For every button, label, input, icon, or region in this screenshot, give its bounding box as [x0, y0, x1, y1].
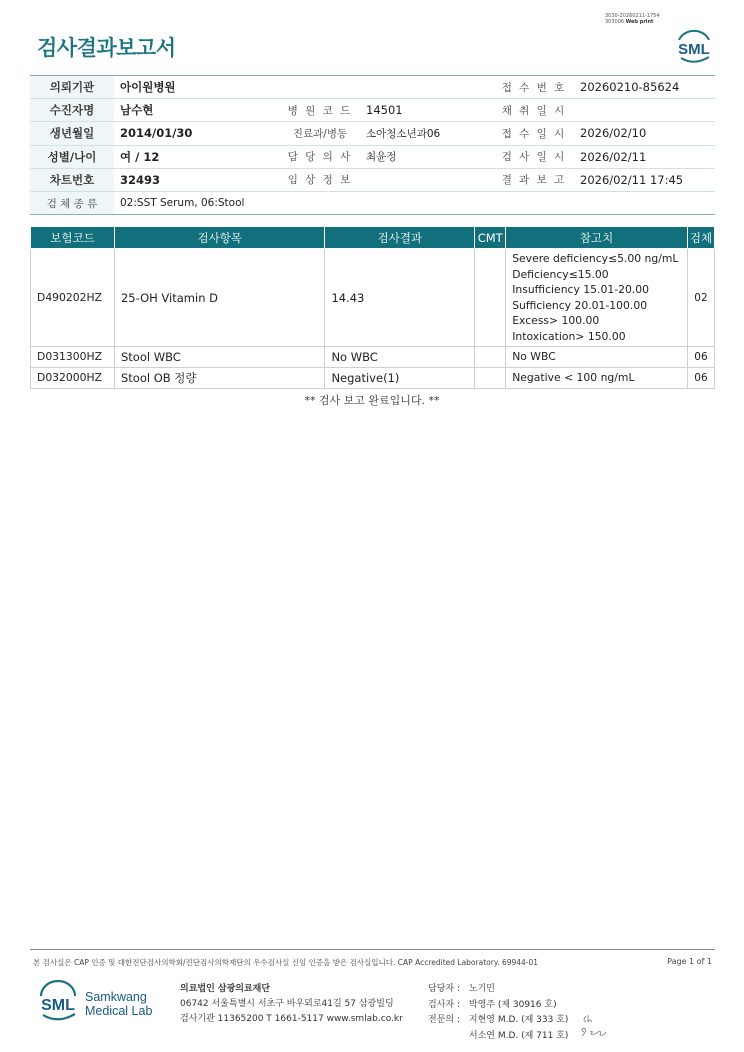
birth-value: 2014/01/30 [114, 122, 280, 145]
report-complete-note: ** 검사 보고 완료입니다. ** [304, 394, 440, 407]
row-cmt [475, 347, 506, 368]
test-date-value: 2026/02/11 [574, 145, 715, 168]
sml-logo-icon [673, 26, 715, 66]
info-row [30, 99, 715, 122]
ref-line: Intoxication> 150.00 [512, 329, 626, 343]
patient-info-table [30, 75, 715, 215]
table-row [31, 367, 715, 388]
certification-note: 본 검사실은 CAP 인증 및 대한진단검사의학회/진단검사의학재단의 우수검사실 신임 인증을 받은 검사실입니다. CAP Accredited Laboratory. 69944-01 [33, 958, 539, 967]
row-ref [506, 367, 688, 388]
row-result: Negative(1) [325, 367, 475, 388]
row-item: Stool OB 정량 [114, 367, 324, 388]
collect-date-label: 채 취 일 시 [494, 99, 574, 122]
chart-no-label: 차트번호 [30, 168, 114, 191]
sex-age-value: 여 / 12 [114, 145, 280, 168]
info-row [30, 168, 715, 191]
info-row [30, 191, 715, 214]
staff-info [428, 982, 568, 1044]
ref-line: Negative < 100 ng/mL [512, 370, 635, 384]
row-item: 25-OH Vitamin D [114, 249, 324, 347]
col-header-result: 검사결과 [325, 227, 475, 249]
results-table [30, 226, 715, 389]
staff-label: 전문의 : [428, 1015, 460, 1025]
page-number: Page 1 of 1 [667, 957, 712, 966]
org-info [180, 982, 403, 1027]
row-specimen: 06 [687, 367, 714, 388]
patient-label: 수진자명 [30, 99, 114, 122]
info-row [30, 145, 715, 168]
results-header-row [31, 227, 715, 249]
birth-label: 생년월일 [30, 122, 114, 145]
sml-logo-text: SML [678, 41, 710, 58]
staff-value: 지현영 M.D. (제 333 호) [468, 1015, 569, 1025]
hosp-code-label: 병 원 코 드 [280, 99, 360, 122]
print-code-line2: 303006 Web print [605, 19, 654, 25]
dept-label: 진료과/병동 [280, 122, 360, 145]
doctor-label: 담 당 의 사 [280, 145, 360, 168]
staff-value: 노기민 [468, 984, 495, 994]
row-result: 14.43 [325, 249, 475, 347]
clinical-value [360, 168, 494, 191]
footer-divider [30, 949, 715, 950]
specimen-value: 02:SST Serum, 06:Stool [114, 191, 715, 214]
report-date-value: 2026/02/11 17:45 [574, 168, 715, 191]
accept-date-label: 접 수 일 시 [494, 122, 574, 145]
print-code [605, 13, 660, 25]
hosp-code-value: 14501 [360, 99, 494, 122]
org-address: 06742 서울특별시 서초구 바우뫼로41길 57 삼광빌딩 [180, 999, 394, 1009]
org-name: 의료법인 삼광의료재단 [180, 984, 271, 994]
staff-value: 박영주 (제 30916 호) [468, 999, 557, 1010]
patient-value: 남수현 [114, 99, 280, 122]
samkwang-logo-text: SML [41, 997, 75, 1014]
ref-line: Sufficiency 20.01-100.00 [512, 298, 648, 312]
row-code: D031300HZ [31, 347, 115, 368]
staff-label: 담당자 : [428, 984, 460, 994]
row-ref [506, 347, 688, 368]
col-header-code: 보험코드 [31, 227, 115, 249]
staff-row [428, 1029, 568, 1045]
row-specimen: 06 [687, 347, 714, 368]
table-row [31, 249, 715, 347]
ref-line: Severe deficiency≤5.00 ng/mL [512, 252, 679, 265]
row-result: No WBC [325, 347, 475, 368]
brand-line1: Samkwang [85, 990, 147, 1004]
page-title: 검사결과보고서 [37, 36, 176, 60]
print-code-line1: 3030-20260211-1754 [605, 13, 660, 19]
row-item: Stool WBC [114, 347, 324, 368]
request-inst-label: 의뢰기관 [30, 76, 114, 99]
col-header-specimen: 검체 [687, 227, 714, 249]
info-row [30, 122, 715, 145]
row-code: D032000HZ [31, 367, 115, 388]
info-row [30, 76, 715, 99]
staff-row [428, 1013, 568, 1029]
row-cmt [475, 367, 506, 388]
ref-line: No WBC [512, 350, 556, 363]
sex-age-label: 성별/나이 [30, 145, 114, 168]
staff-label: 검사자 : [428, 999, 460, 1010]
accept-no-label: 접 수 번 호 [494, 76, 574, 99]
collect-date-value [574, 99, 715, 122]
ref-line: Excess> 100.00 [512, 314, 600, 327]
chart-no-value: 32493 [114, 168, 280, 191]
row-code: D490202HZ [31, 249, 115, 347]
report-date-label: 결 과 보 고 [494, 168, 574, 191]
test-date-label: 검 사 일 시 [494, 145, 574, 168]
col-header-ref: 참고치 [506, 227, 688, 249]
accept-date-value: 2026/02/10 [574, 122, 715, 145]
col-header-cmt: CMT [475, 227, 506, 249]
staff-value: 서소연 M.D. (제 711 호) [468, 1030, 569, 1041]
staff-row [428, 982, 568, 998]
doctor-value: 최윤정 [360, 145, 494, 168]
ref-line: Deficiency≤15.00 [512, 267, 609, 281]
brand-line2: Medical Lab [85, 1004, 153, 1018]
brand-name [85, 990, 152, 1018]
samkwang-logo-icon [36, 980, 80, 1024]
row-ref [506, 249, 688, 347]
ref-line: Insufficiency 15.01-20.00 [512, 283, 650, 296]
clinical-label: 임 상 정 보 [280, 168, 360, 191]
org-contact: 검사기관 11365200 T 1661-5117 www.smlab.co.kr [180, 1014, 403, 1024]
staff-row [428, 998, 568, 1014]
row-specimen: 02 [687, 249, 714, 347]
signature-icon [578, 1010, 610, 1042]
specimen-label: 검 체 종 류 [30, 191, 114, 214]
table-row [31, 347, 715, 368]
col-header-item: 검사항목 [114, 227, 324, 249]
row-cmt [475, 249, 506, 347]
dept-value: 소아청소년과06 [360, 122, 494, 145]
request-inst-value: 아이원병원 [114, 76, 494, 99]
accept-no-value: 20260210-85624 [574, 76, 715, 99]
